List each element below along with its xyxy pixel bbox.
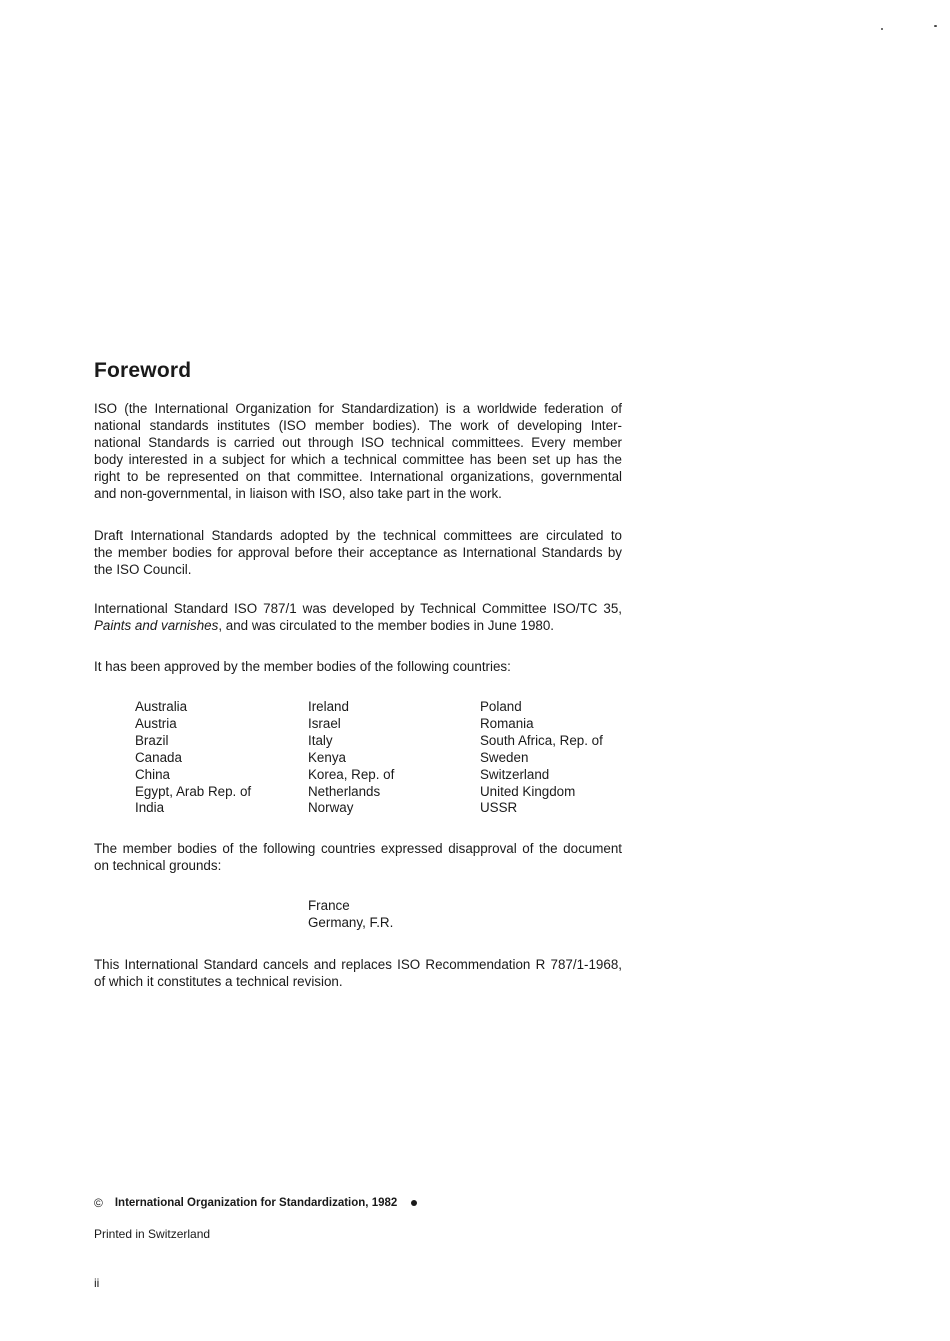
text-line: This International Standard cancels and replaces ISO Recommendation R 787/1-1968, (94, 957, 622, 972)
paragraph-disapproval (94, 840, 622, 874)
scan-speck (881, 28, 883, 30)
text-line: on technical grounds: (94, 858, 222, 873)
country-item: USSR (480, 800, 518, 816)
paragraph-draft-standards (94, 527, 622, 578)
country-item: Egypt, Arab Rep. of (135, 783, 252, 799)
copyright-text: International Organization for Standardization, 1982 (114, 1197, 398, 1209)
country-item: Sweden (480, 749, 529, 765)
text-line: International Standard ISO 787/1 was developed by Technical Committee ISO/TC 35, (94, 601, 622, 616)
text-line: the member bodies for approval before their acceptance as International Standards by (94, 545, 622, 560)
copyright-icon: © (94, 1196, 103, 1210)
text-line: ISO (the International Organization for Standardization) is a worldwide federation of (94, 401, 622, 416)
country-item: Romania (480, 715, 534, 731)
text-line: Draft International Standards adopted by the technical committees are circulated to (94, 528, 622, 543)
country-item: Austria (135, 715, 177, 731)
paragraph-approval: It has been approved by the member bodies of the following countries: (94, 659, 511, 674)
country-item: Netherlands (308, 783, 381, 799)
country-item: United Kingdom (480, 783, 576, 799)
country-item: Italy (308, 732, 333, 748)
text-line: national standards institutes (ISO member bodies). The work of developing Inter- (94, 418, 622, 433)
bullet-icon (411, 1200, 417, 1206)
text-line: The member bodies of the following countries expressed disapproval of the document (94, 841, 622, 856)
approving-countries-column-2 (308, 699, 394, 817)
text-line: and non-governmental, in liaison with ISO, also take part in the work. (94, 486, 502, 501)
country-item: Poland (480, 699, 522, 714)
country-item: South Africa, Rep. of (480, 732, 603, 748)
approving-countries-column-1 (135, 699, 251, 817)
text-line: the ISO Council. (94, 562, 192, 577)
approving-countries-column-3 (480, 699, 603, 817)
text-line: body interested in a subject for which a technical committee has been set up has the (94, 452, 622, 467)
country-item: Switzerland (480, 766, 550, 782)
disapproving-countries (308, 898, 393, 932)
page-number: ii (94, 1276, 100, 1290)
country-item: Canada (135, 749, 182, 765)
country-item: Israel (308, 715, 341, 731)
paragraph-iso-intro (94, 400, 622, 502)
country-item: Germany, F.R. (308, 914, 394, 930)
country-item: Brazil (135, 732, 169, 748)
paragraph-cancellation (94, 956, 622, 990)
country-item: India (135, 800, 165, 816)
printed-location: Printed in Switzerland (94, 1227, 211, 1241)
page-title: Foreword (94, 359, 192, 382)
country-item: Ireland (308, 699, 349, 714)
text-line: of which it constitutes a technical revision. (94, 974, 343, 989)
text-line: right to be represented on that committee. International organizations, governmental (94, 469, 622, 484)
copyright-notice (94, 1196, 417, 1210)
text-line (94, 617, 622, 634)
country-item: China (135, 766, 170, 782)
country-item: France (308, 898, 350, 913)
paragraph-development (94, 600, 622, 634)
country-item: Norway (308, 800, 354, 816)
scan-speck (934, 25, 937, 27)
country-item: Australia (135, 699, 188, 714)
committee-title: Paints and varnishes (94, 618, 219, 633)
text-fragment: , and was circulated to the member bodies in June 1980. (218, 618, 555, 633)
country-item: Kenya (308, 749, 346, 765)
country-item: Korea, Rep. of (308, 766, 395, 782)
text-line: national Standards is carried out through ISO technical committees. Every member (94, 435, 622, 450)
